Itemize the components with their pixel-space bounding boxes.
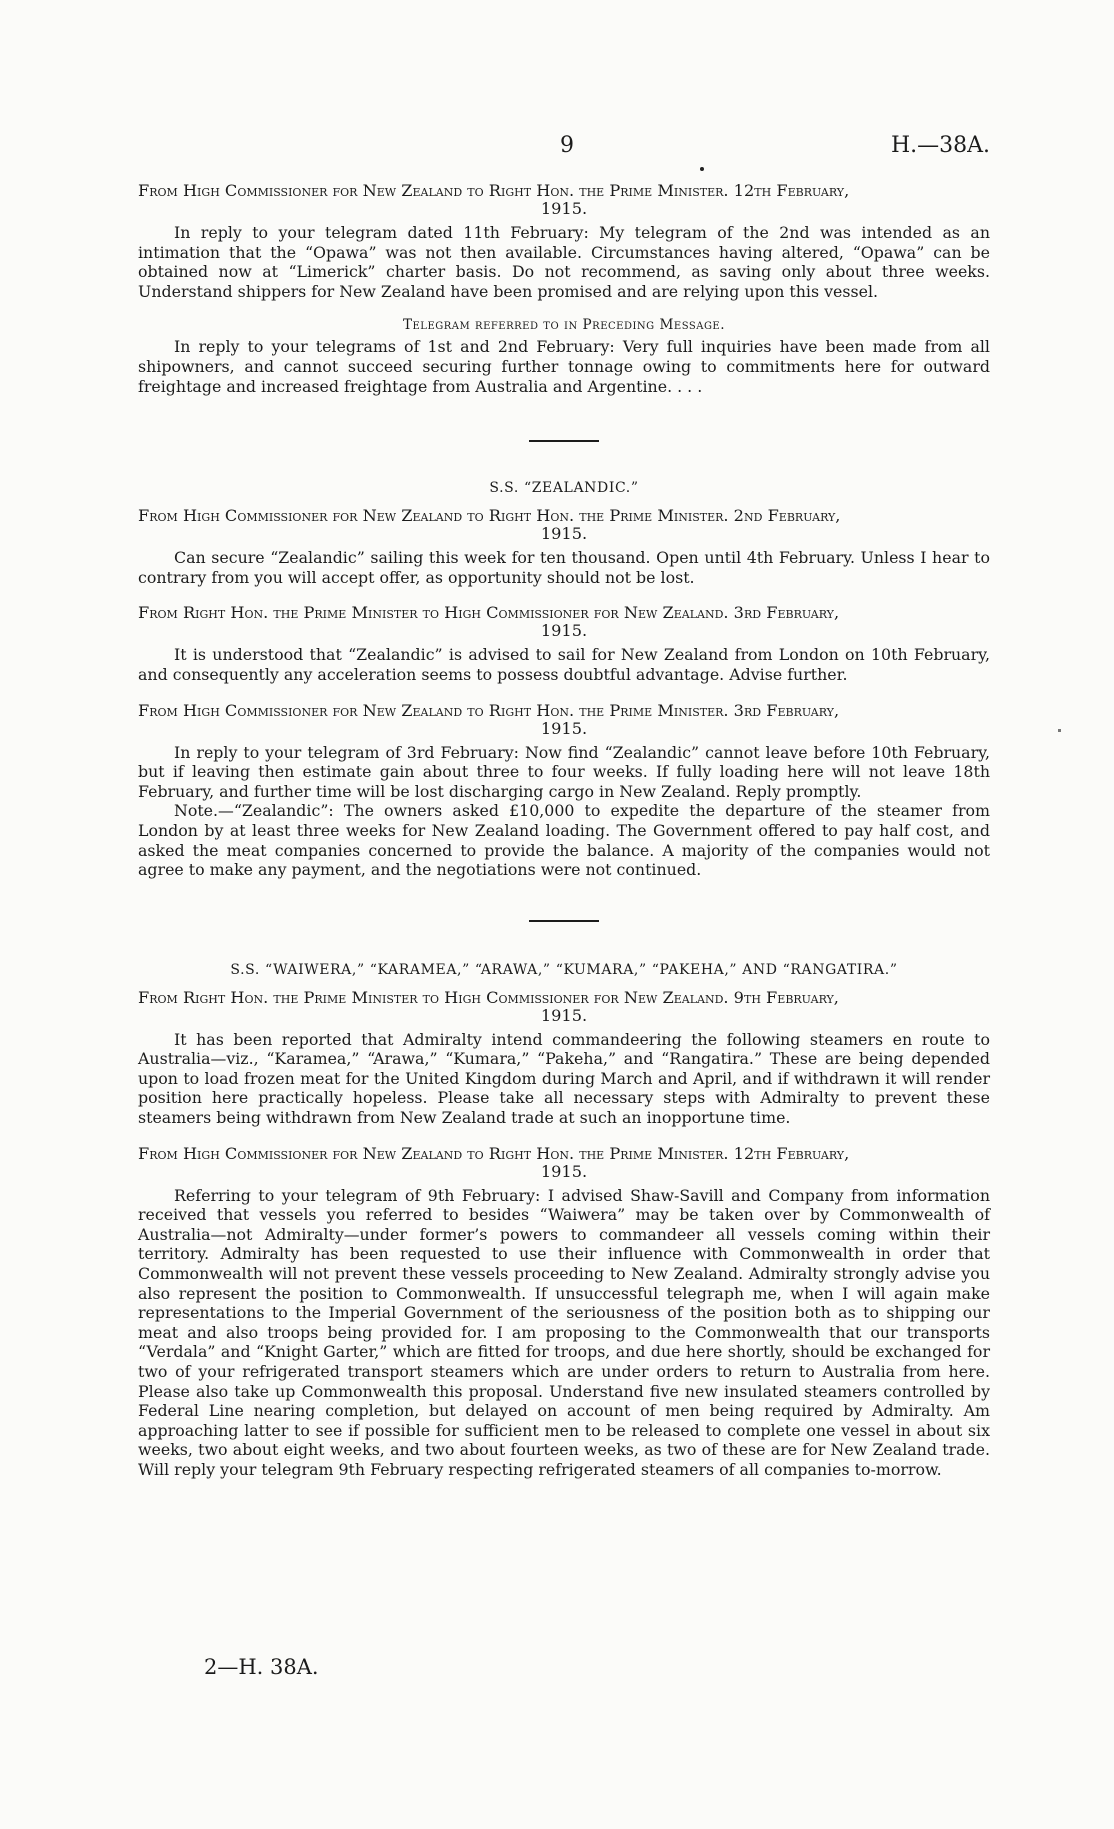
telegram-year: 1915.: [540, 524, 588, 544]
telegram-year: 1915.: [540, 1005, 588, 1025]
note-paragraph: Note.—“Zealandic”: The owners asked £10,000 to expedite the departure of the steamer from London by at least three weeks for New Zealand loading. The Government offered to pay half cost, and asked the meat companies concerned to provide the balance. A majority of the companies would not agree to make any payment, and the negotiations were not continued.: [138, 801, 990, 880]
telegram-body: Referring to your telegram of 9th February: I advised Shaw-Savill and Company from information received that vessels you referred to besides “Waiwera” may be taken over by Commonwealth of Australia—not Admiralty—under former’s powers to commandeer all vessels coming within their territory. Admiralty has been requested to use their influence with Commonwealth in order that Commonwealth will not prevent these vessels proceeding to New Zealand. Admiralty strongly advise you also represent the position to Commonwealth. If unsuccessful telegraph me, when I will again make representations to the Imperial Government of the seriousness of the position both as to shipping our meat and also troops being provided for. I am proposing to the Commonwealth that our transports “Verdala” and “Knight Garter,” which are fitted for troops, and due here shortly, should be exchanged for two of your refrigerated transport steamers which are under orders to return to Australia from here. Please also take up Commonwealth this proposal. Understand five new insulated steamers controlled by Federal Line nearing completion, but delayed on account of men being required by Admiralty. Am approaching latter to see if possible for sufficient men to be released to complete one vessel in about six weeks, two about eight weeks, and two about fourteen weeks, as two of these are for New Zealand trade. Will reply your telegram 9th February respecting refrigerated steamers of all companies to-morrow.: [138, 1185, 990, 1479]
document-body: [138, 181, 990, 1480]
telegram-body: It is understood that “Zealandic” is advised to sail for New Zealand from London on 10th February, and consequently any acceleration seems to possess doubtful advantage. Advise further.: [138, 645, 990, 684]
page-number: 9: [560, 133, 574, 158]
telegram-body: In reply to your telegram of 3rd February: Now find “Zealandic” cannot leave before 10th February, but if leaving then estimate gain about three to four weeks. If fully loading here will not leave 18th February, and further time will be lost discharging cargo in New Zealand. Reply promptly.: [138, 742, 990, 801]
telegram-year: 1915.: [540, 718, 588, 738]
margin-mark: [1058, 729, 1061, 732]
telegram-body: In reply to your telegrams of 1st and 2nd February: Very full inquiries have been made from all shipowners, and cannot succeed securing further tonnage owing to commitments here for outward freightage and increased freightage from Australia and Argentine. . . .: [138, 337, 990, 396]
telegram-body: Can secure “Zealandic” sailing this week for ten thousand. Open until 4th February. Unless I hear to contrary from you will accept offer, as opportunity should not be lost.: [138, 548, 990, 587]
ship-heading: S.S. “WAIWERA,” “KARAMEA,” “ARAWA,” “KUMARA,” “PAKEHA,” AND “RANGATIRA.”: [230, 961, 898, 978]
telegram-heading: From Right Hon. the Prime Minister to High Commissioner for New Zealand. 9th February,: [138, 987, 839, 1007]
telegram-year: 1915.: [540, 199, 588, 218]
telegram-heading: From Right Hon. the Prime Minister to High Commissioner for New Zealand. 3rd February,: [138, 603, 840, 623]
telegram-heading: From High Commissioner for New Zealand to Right Hon. the Prime Minister. 2nd February,: [138, 506, 841, 526]
ship-heading: S.S. “ZEALANDIC.”: [489, 480, 639, 497]
telegram-body: It has been reported that Admiralty intend commandeering the following steamers en route to Australia—viz., “Karamea,” “Arawa,” “Kumara,” “Pakeha,” and “Rangatira.” These are being depended upon to load frozen meat for the United Kingdom during March and April, and if withdrawn it will render position here practically hopeless. Please take all necessary steps with Admiralty to prevent these steamers being withdrawn from New Zealand trade at such an inopportune time.: [138, 1029, 990, 1128]
telegram-body: In reply to your telegram dated 11th February: My telegram of the 2nd was intended as an intimation that the “Opawa” was not then available. Circumstances having altered, “Opawa” can be obtained now at “Limerick” charter basis. Do not recommend, as saving only about three weeks. Understand shippers for New Zealand have been promised and are relying upon this vessel.: [138, 223, 990, 301]
telegram-heading: From High Commissioner for New Zealand to Right Hon. the Prime Minister. 12th February,: [138, 181, 850, 200]
page-footer: 2—H. 38A.: [204, 1655, 319, 1679]
telegram-year: 1915.: [540, 1161, 588, 1181]
telegram-year: 1915.: [540, 621, 588, 641]
telegram-heading: From High Commissioner for New Zealand to Right Hon. the Prime Minister. 12th February,: [138, 1143, 850, 1163]
subheading: Telegram referred to in Preceding Message.: [402, 317, 726, 334]
ink-dot: [700, 167, 704, 171]
telegram-heading: From High Commissioner for New Zealand to Right Hon. the Prime Minister. 3rd February,: [138, 700, 840, 720]
document-reference: H.—38A.: [890, 133, 990, 158]
